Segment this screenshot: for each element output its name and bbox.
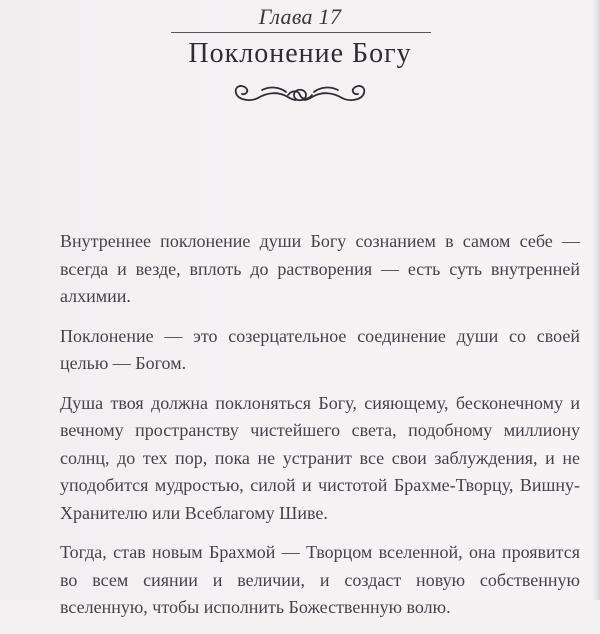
paragraph-4: Тогда, став новым Брахмой — Творцом вселенной, она проявится во всем сиянии и величии, и создаст новую собственную вселенную, чтобы исполнить Божественную волю. bbox=[60, 542, 580, 617]
paragraph-3: Душа твоя должна поклоняться Богу, сияющему, бесконечному и вечному пространству чистейшего света, подобному миллиону солнц, до тех пор, пока не устранит все свои заблуждения, и не уподобится мудростью, силой и чистотой Брахме-Творцу, Вишну-Хранителю или Всеблагому Шиве. bbox=[60, 392, 580, 523]
flourish-ornament-icon bbox=[228, 78, 372, 112]
chapter-number: Глава 17 bbox=[258, 4, 342, 29]
paragraph-2: Поклонение — это созерцательное соединение души со своей целью — Богом. bbox=[60, 325, 580, 373]
chapter-title: Поклонение Богу bbox=[188, 38, 412, 69]
page-edge bbox=[592, 0, 600, 600]
paragraph-1: Внутреннее поклонение души Богу сознанием в самом себе — всегда и везде, вплоть до растворения — есть суть внутренней алхимии. bbox=[60, 231, 580, 306]
chapter-body bbox=[60, 228, 580, 634]
chapter-divider bbox=[171, 32, 431, 33]
